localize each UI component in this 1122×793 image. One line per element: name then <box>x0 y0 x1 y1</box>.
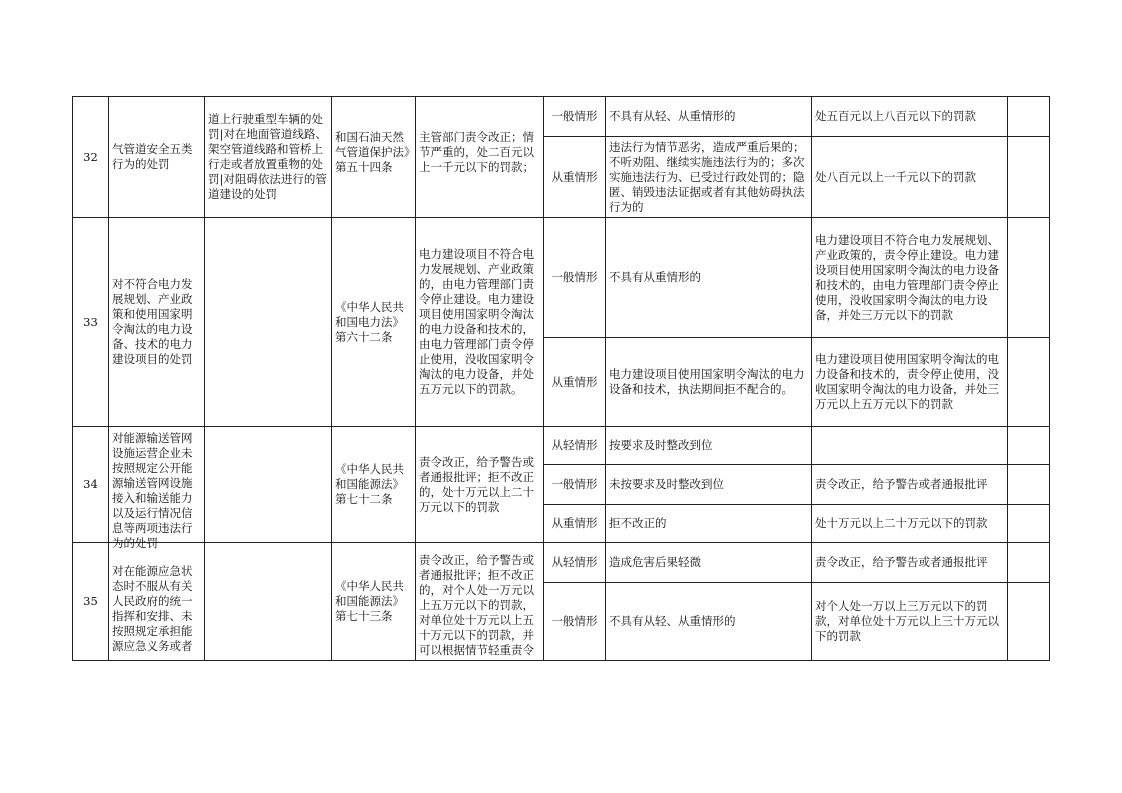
circumstance-condition: 造成危害后果轻微 <box>606 543 812 583</box>
circumstance-level: 一般情形 <box>544 97 606 137</box>
remark-cell <box>1008 338 1050 427</box>
remark-cell <box>1008 218 1050 338</box>
penalty-measure: 处十万元以上二十万元以下的罚款 <box>812 505 1008 543</box>
circumstance-condition: 按要求及时整改到位 <box>606 427 812 465</box>
table-row <box>73 427 1050 465</box>
remark-cell <box>1008 465 1050 505</box>
penalty-measure: 处八百元以上一千元以下的罚款 <box>812 137 1008 218</box>
remark-cell <box>1008 583 1050 661</box>
remark-cell <box>1008 97 1050 137</box>
remark-cell <box>1008 505 1050 543</box>
remark-cell <box>1008 543 1050 583</box>
penalty-standard: 责令改正，给予警告或者通报批评；拒不改正的，处十万元以上二十万元以下的罚款 <box>416 427 544 543</box>
circumstance-condition: 电力建设项目使用国家明令淘汰的电力设备和技术，执法期间拒不配合的。 <box>606 338 812 427</box>
item-number: 34 <box>73 427 109 543</box>
penalty-measure <box>812 427 1008 465</box>
legal-basis: 《中华人民共和国能源法》第七十二条 <box>332 427 416 543</box>
circumstance-condition: 不具有从重情形的 <box>606 218 812 338</box>
item-number: 33 <box>73 218 109 427</box>
table-row <box>73 543 1050 583</box>
circumstance-level: 一般情形 <box>544 465 606 505</box>
penalty-measure: 责令改正，给予警告或者通报批评 <box>812 465 1008 505</box>
penalty-measure: 电力建设项目使用国家明令淘汰的电力设备和技术的，责令停止使用，没收国家明令淘汰的电力设备，并处三万元以上五万元以下的罚款 <box>812 338 1008 427</box>
item-number: 32 <box>73 97 109 218</box>
violation-content <box>205 218 332 427</box>
circumstance-condition: 不具有从轻、从重情形的 <box>606 583 812 661</box>
penalty-measure: 责令改正，给予警告或者通报批评 <box>812 543 1008 583</box>
circumstance-condition: 未按要求及时整改到位 <box>606 465 812 505</box>
legal-basis: 《中华人民共和国能源法》第七十三条 <box>332 543 416 661</box>
violation-content <box>205 427 332 543</box>
violation-content <box>205 543 332 661</box>
penalty-standard: 电力建设项目不符合电力发展规划、产业政策的，由电力管理部门责令停止建设。电力建设项目使用国家明令淘汰的电力设备和技术的，由电力管理部门责令停止使用，没收国家明令淘汰的电力设备，并处五万元以下的罚款。 <box>416 218 544 427</box>
penalty-standard: 责令改正，给予警告或者通报批评；拒不改正的，对个人处一万元以上五万元以下的罚款，对单位处十万元以上五十万元以下的罚款，并可以根据情节轻重责令 <box>416 543 544 661</box>
circumstance-level: 从重情形 <box>544 338 606 427</box>
penalty-measure: 对个人处一万以上三万元以下的罚款，对单位处十万元以上三十万元以下的罚款 <box>812 583 1008 661</box>
circumstance-condition: 不具有从轻、从重情形的 <box>606 97 812 137</box>
item-number: 35 <box>73 543 109 661</box>
penalty-standard: 主管部门责令改正；情节严重的，处二百元以上一千元以下的罚款； <box>416 97 544 218</box>
penalty-discretion-table <box>72 96 1050 661</box>
circumstance-level: 从重情形 <box>544 505 606 543</box>
circumstance-level: 从轻情形 <box>544 427 606 465</box>
remark-cell <box>1008 427 1050 465</box>
item-name: 对能源输送管网设施运营企业未按照规定公开能源输送管网设施接入和输送能力以及运行情况信息等两项违法行为的处罚 <box>109 427 205 543</box>
legal-basis: 和国石油天然气管道保护法》第五十四条 <box>332 97 416 218</box>
item-name: 对不符合电力发展规划、产业政策和使用国家明令淘汰的电力设备、技术的电力建设项目的处罚 <box>109 218 205 427</box>
penalty-measure: 电力建设项目不符合电力发展规划、产业政策的，责令停止建设。电力建设项目使用国家明令淘汰的电力设备和技术的，由电力管理部门责令停止使用，没收国家明令淘汰的电力设备，并处三万元以下的罚款 <box>812 218 1008 338</box>
circumstance-level: 从轻情形 <box>544 543 606 583</box>
penalty-measure: 处五百元以上八百元以下的罚款 <box>812 97 1008 137</box>
circumstance-level: 一般情形 <box>544 583 606 661</box>
circumstance-level: 从重情形 <box>544 137 606 218</box>
violation-content: 道上行驶重型车辆的处罚|对在地面管道线路、架空管道线路和管桥上行走或者放置重物的处罚|对阻碍依法进行的管道建设的处罚 <box>205 97 332 218</box>
table-row <box>73 218 1050 338</box>
legal-basis: 《中华人民共和国电力法》第六十二条 <box>332 218 416 427</box>
circumstance-condition: 违法行为情节恶劣，造成严重后果的；不听劝阻、继续实施违法行为的；多次实施违法行为、已受过行政处罚的；隐匿、销毁违法证据或者有其他妨碍执法行为的 <box>606 137 812 218</box>
table-row <box>73 97 1050 137</box>
item-name: 对在能源应急状态时不服从有关人民政府的统一指挥和安排、未按照规定承担能源应急义务或者 <box>109 543 205 661</box>
item-name: 气管道安全五类行为的处罚 <box>109 97 205 218</box>
circumstance-level: 一般情形 <box>544 218 606 338</box>
remark-cell <box>1008 137 1050 218</box>
circumstance-condition: 拒不改正的 <box>606 505 812 543</box>
